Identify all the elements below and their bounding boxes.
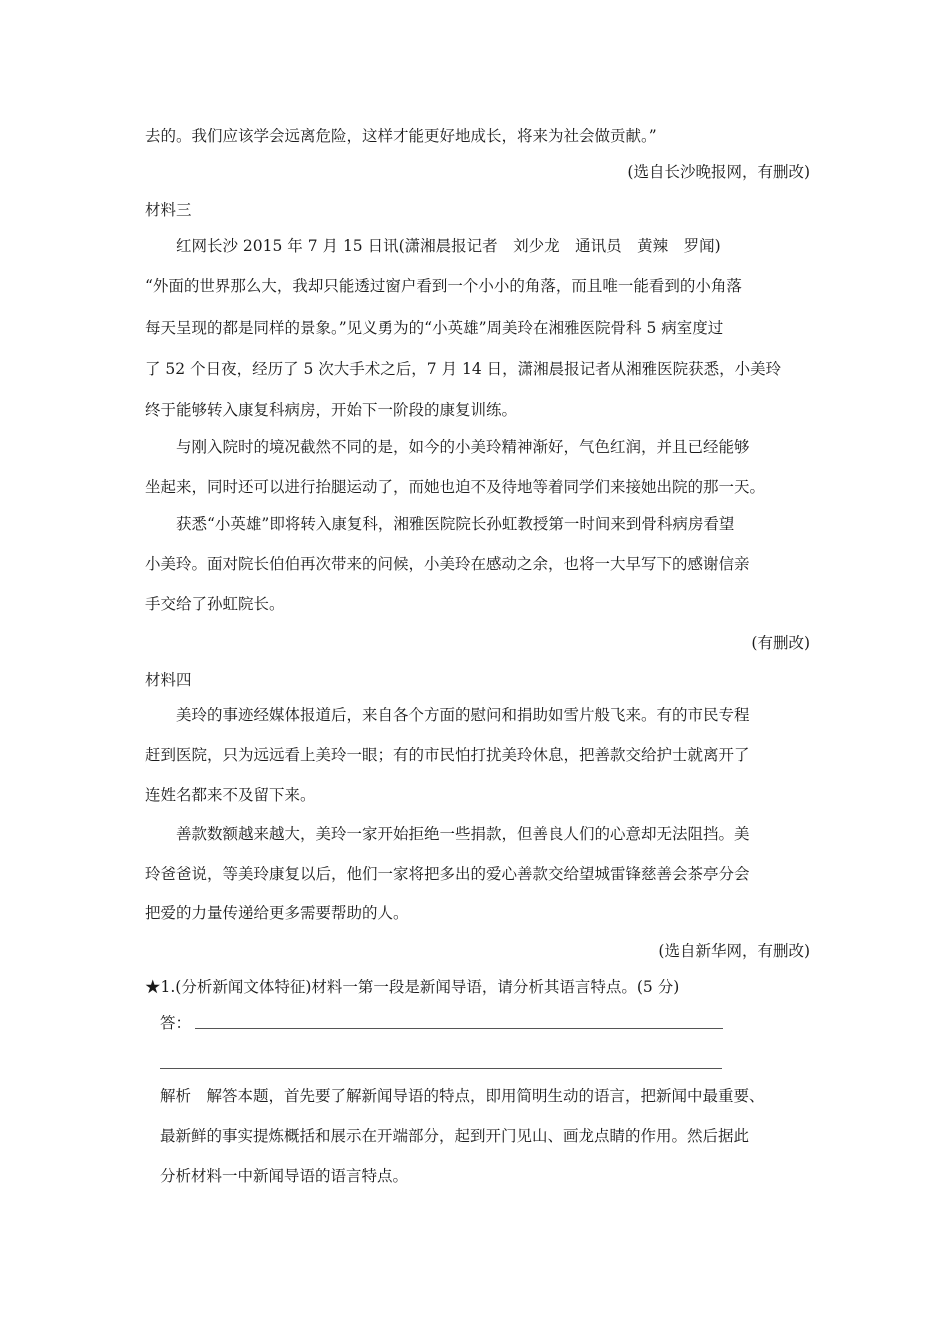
body-line: 玲爸爸说，等美玲康复以后，他们一家将把多出的爱心善款交给望城雷锋慈善会茶亭分会 — [145, 865, 750, 883]
body-line: 终于能够转入康复科病房，开始下一阶段的康复训练。 — [145, 401, 518, 419]
body-line: 坐起来，同时还可以进行抬腿运动了，而她也迫不及待地等着同学们来接她出院的那一天。 — [145, 478, 766, 496]
body-line: 每天呈现的都是同样的景象。”见义勇为的“小英雄”周美玲在湘雅医院骨科 5 病室度过 — [145, 319, 724, 337]
analysis-line: 解析 解答本题，首先要了解新闻导语的特点，即用简明生动的语言，把新闻中最重要、 — [160, 1087, 765, 1105]
source-note: (有删改) — [751, 634, 810, 652]
answer-line[interactable] — [195, 1027, 723, 1029]
body-line: 手交给了孙虹院长。 — [145, 595, 285, 613]
body-line: 了 52 个日夜，经历了 5 次大手术之后，7 月 14 日，潇湘晨报记者从湘雅医院获悉，小美玲 — [145, 360, 782, 378]
body-line: 小美玲。面对院长伯伯再次带来的问候，小美玲在感动之余，也将一大早写下的感谢信亲 — [145, 555, 750, 573]
analysis-line: 最新鲜的事实提炼概括和展示在开端部分，起到开门见山、画龙点睛的作用。然后据此 — [160, 1127, 750, 1145]
body-line: 获悉“小英雄”即将转入康复科，湘雅医院院长孙虹教授第一时间来到骨科病房看望 — [176, 515, 735, 533]
body-line: 美玲的事迹经媒体报道后，来自各个方面的慰问和捐助如雪片般飞来。有的市民专程 — [176, 706, 750, 724]
section-heading: 材料四 — [145, 671, 192, 689]
answer-line[interactable] — [160, 1067, 722, 1069]
body-line: “外面的世界那么大，我却只能透过窗户看到一个小小的角落，而且唯一能看到的小角落 — [145, 277, 742, 295]
body-line: 与刚入院时的境况截然不同的是，如今的小美玲精神渐好，气色红润，并且已经能够 — [176, 438, 750, 456]
analysis-line: 分析材料一中新闻导语的语言特点。 — [160, 1167, 409, 1185]
question-text: ★1.(分析新闻文体特征)材料一第一段是新闻导语，请分析其语言特点。(5 分) — [145, 978, 680, 996]
body-line: 去的。我们应该学会远离危险，这样才能更好地成长，将来为社会做贡献。” — [145, 127, 657, 145]
source-note: (选自新华网，有删改) — [658, 942, 810, 960]
body-line: 把爱的力量传递给更多需要帮助的人。 — [145, 904, 409, 922]
body-line: 赶到医院，只为远远看上美玲一眼；有的市民怕打扰美玲休息，把善款交给护士就离开了 — [145, 746, 750, 764]
body-line: 红网长沙 2015 年 7 月 15 日讯(潇湘晨报记者 刘少龙 通讯员 黄辣 罗闻) — [176, 237, 721, 255]
answer-label: 答： — [160, 1014, 192, 1032]
answer-row[interactable] — [160, 1013, 723, 1033]
body-line: 善款数额越来越大，美玲一家开始拒绝一些捐款，但善良人们的心意却无法阻挡。美 — [176, 825, 750, 843]
section-heading: 材料三 — [145, 201, 192, 219]
source-note: (选自长沙晚报网，有删改) — [627, 163, 810, 181]
body-line: 连姓名都来不及留下来。 — [145, 786, 316, 804]
